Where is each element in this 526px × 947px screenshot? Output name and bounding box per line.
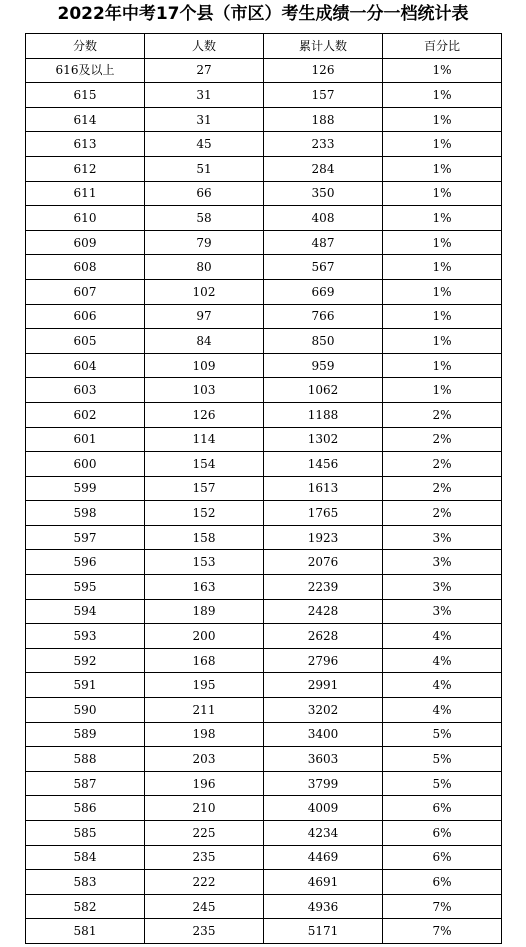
cell-count: 198: [145, 722, 264, 747]
cell-percent: 2%: [383, 476, 502, 501]
cell-score: 602: [26, 402, 145, 427]
cell-cumulative: 188: [264, 107, 383, 132]
cell-cumulative: 3799: [264, 771, 383, 796]
cell-cumulative: 1923: [264, 525, 383, 550]
cell-cumulative: 408: [264, 206, 383, 231]
cell-cumulative: 487: [264, 230, 383, 255]
table-row: [26, 279, 502, 304]
cell-score: 600: [26, 452, 145, 477]
cell-percent: 3%: [383, 525, 502, 550]
cell-percent: 1%: [383, 156, 502, 181]
cell-score: 583: [26, 870, 145, 895]
table-row: [26, 378, 502, 403]
cell-count: 210: [145, 796, 264, 821]
table-row: [26, 550, 502, 575]
table-row: [26, 722, 502, 747]
table-row: [26, 181, 502, 206]
cell-percent: 1%: [383, 206, 502, 231]
table-row: [26, 796, 502, 821]
cell-score: 586: [26, 796, 145, 821]
header-score: 分数: [26, 34, 145, 59]
cell-score: 604: [26, 353, 145, 378]
cell-percent: 4%: [383, 648, 502, 673]
cell-score: 582: [26, 894, 145, 919]
cell-score: 599: [26, 476, 145, 501]
cell-cumulative: 1765: [264, 501, 383, 526]
header-count: 人数: [145, 34, 264, 59]
table-row: [26, 353, 502, 378]
cell-count: 189: [145, 599, 264, 624]
cell-percent: 3%: [383, 550, 502, 575]
header-percent: 百分比: [383, 34, 502, 59]
cell-score: 585: [26, 821, 145, 846]
cell-count: 31: [145, 83, 264, 108]
cell-count: 235: [145, 919, 264, 944]
cell-score: 595: [26, 575, 145, 600]
cell-count: 163: [145, 575, 264, 600]
cell-count: 97: [145, 304, 264, 329]
cell-count: 157: [145, 476, 264, 501]
table-row: [26, 427, 502, 452]
cell-cumulative: 2796: [264, 648, 383, 673]
cell-percent: 6%: [383, 821, 502, 846]
cell-cumulative: 1302: [264, 427, 383, 452]
cell-score: 614: [26, 107, 145, 132]
cell-cumulative: 350: [264, 181, 383, 206]
cell-score: 581: [26, 919, 145, 944]
table-row: [26, 673, 502, 698]
cell-percent: 6%: [383, 796, 502, 821]
table-row: [26, 648, 502, 673]
cell-percent: 4%: [383, 624, 502, 649]
table-row: [26, 599, 502, 624]
cell-percent: 3%: [383, 575, 502, 600]
cell-percent: 2%: [383, 427, 502, 452]
cell-count: 102: [145, 279, 264, 304]
cell-score: 616及以上: [26, 58, 145, 83]
cell-count: 31: [145, 107, 264, 132]
page-title: 2022年中考17个县（市区）考生成绩一分一档统计表: [57, 4, 469, 24]
cell-score: 584: [26, 845, 145, 870]
cell-count: 222: [145, 870, 264, 895]
cell-percent: 1%: [383, 304, 502, 329]
cell-cumulative: 2076: [264, 550, 383, 575]
cell-percent: 2%: [383, 402, 502, 427]
table-row: [26, 624, 502, 649]
cell-cumulative: 2239: [264, 575, 383, 600]
cell-percent: 2%: [383, 452, 502, 477]
cell-score: 593: [26, 624, 145, 649]
cell-score: 603: [26, 378, 145, 403]
table-row: [26, 402, 502, 427]
cell-score: 609: [26, 230, 145, 255]
cell-count: 58: [145, 206, 264, 231]
cell-percent: 1%: [383, 230, 502, 255]
cell-count: 84: [145, 329, 264, 354]
cell-percent: 5%: [383, 771, 502, 796]
cell-count: 203: [145, 747, 264, 772]
cell-cumulative: 3400: [264, 722, 383, 747]
cell-cumulative: 2991: [264, 673, 383, 698]
table-row: [26, 870, 502, 895]
cell-count: 245: [145, 894, 264, 919]
cell-count: 235: [145, 845, 264, 870]
cell-score: 606: [26, 304, 145, 329]
header-cumulative: 累计人数: [264, 34, 383, 59]
cell-cumulative: 1062: [264, 378, 383, 403]
cell-score: 607: [26, 279, 145, 304]
cell-count: 66: [145, 181, 264, 206]
cell-cumulative: 766: [264, 304, 383, 329]
cell-percent: 1%: [383, 353, 502, 378]
cell-count: 158: [145, 525, 264, 550]
cell-percent: 1%: [383, 329, 502, 354]
cell-count: 200: [145, 624, 264, 649]
cell-percent: 7%: [383, 919, 502, 944]
cell-cumulative: 4691: [264, 870, 383, 895]
cell-count: 45: [145, 132, 264, 157]
cell-cumulative: 4469: [264, 845, 383, 870]
cell-cumulative: 126: [264, 58, 383, 83]
cell-count: 114: [145, 427, 264, 452]
cell-percent: 4%: [383, 698, 502, 723]
cell-cumulative: 959: [264, 353, 383, 378]
table-row: [26, 329, 502, 354]
cell-score: 611: [26, 181, 145, 206]
table-row: [26, 156, 502, 181]
cell-cumulative: 3603: [264, 747, 383, 772]
cell-cumulative: 157: [264, 83, 383, 108]
cell-score: 615: [26, 83, 145, 108]
cell-cumulative: 669: [264, 279, 383, 304]
table-row: [26, 206, 502, 231]
cell-count: 109: [145, 353, 264, 378]
cell-percent: 3%: [383, 599, 502, 624]
cell-percent: 1%: [383, 279, 502, 304]
table-row: [26, 771, 502, 796]
table-row: [26, 107, 502, 132]
table-row: [26, 58, 502, 83]
table-row: [26, 230, 502, 255]
table-row: [26, 698, 502, 723]
cell-count: 27: [145, 58, 264, 83]
cell-count: 195: [145, 673, 264, 698]
cell-count: 51: [145, 156, 264, 181]
cell-cumulative: 850: [264, 329, 383, 354]
table-row: [26, 304, 502, 329]
cell-count: 225: [145, 821, 264, 846]
table-row: [26, 501, 502, 526]
cell-count: 152: [145, 501, 264, 526]
table-row: [26, 132, 502, 157]
cell-score: 588: [26, 747, 145, 772]
cell-count: 154: [145, 452, 264, 477]
cell-score: 592: [26, 648, 145, 673]
table-row: [26, 525, 502, 550]
cell-percent: 1%: [383, 107, 502, 132]
cell-percent: 1%: [383, 378, 502, 403]
cell-percent: 1%: [383, 255, 502, 280]
cell-score: 587: [26, 771, 145, 796]
cell-cumulative: 1613: [264, 476, 383, 501]
cell-percent: 6%: [383, 845, 502, 870]
cell-score: 598: [26, 501, 145, 526]
cell-cumulative: 4009: [264, 796, 383, 821]
cell-percent: 7%: [383, 894, 502, 919]
cell-cumulative: 4234: [264, 821, 383, 846]
cell-score: 613: [26, 132, 145, 157]
cell-percent: 6%: [383, 870, 502, 895]
cell-cumulative: 567: [264, 255, 383, 280]
cell-score: 596: [26, 550, 145, 575]
cell-percent: 1%: [383, 58, 502, 83]
table-row: [26, 83, 502, 108]
cell-percent: 4%: [383, 673, 502, 698]
table-row: [26, 255, 502, 280]
cell-percent: 1%: [383, 132, 502, 157]
cell-score: 612: [26, 156, 145, 181]
table-row: [26, 747, 502, 772]
cell-score: 589: [26, 722, 145, 747]
table-row: [26, 919, 502, 944]
cell-cumulative: 5171: [264, 919, 383, 944]
cell-cumulative: 2428: [264, 599, 383, 624]
cell-score: 601: [26, 427, 145, 452]
score-distribution-table: [25, 33, 502, 944]
cell-score: 608: [26, 255, 145, 280]
cell-percent: 1%: [383, 83, 502, 108]
cell-percent: 1%: [383, 181, 502, 206]
cell-percent: 5%: [383, 722, 502, 747]
table-body: [26, 58, 502, 943]
cell-score: 590: [26, 698, 145, 723]
table-row: [26, 894, 502, 919]
cell-count: 196: [145, 771, 264, 796]
table-row: [26, 452, 502, 477]
cell-count: 79: [145, 230, 264, 255]
cell-count: 103: [145, 378, 264, 403]
cell-score: 594: [26, 599, 145, 624]
table-row: [26, 821, 502, 846]
cell-count: 211: [145, 698, 264, 723]
cell-score: 610: [26, 206, 145, 231]
cell-score: 597: [26, 525, 145, 550]
cell-cumulative: 2628: [264, 624, 383, 649]
table-row: [26, 575, 502, 600]
cell-cumulative: 233: [264, 132, 383, 157]
cell-score: 605: [26, 329, 145, 354]
cell-cumulative: 1456: [264, 452, 383, 477]
table-row: [26, 845, 502, 870]
cell-cumulative: 1188: [264, 402, 383, 427]
cell-cumulative: 4936: [264, 894, 383, 919]
cell-percent: 2%: [383, 501, 502, 526]
cell-score: 591: [26, 673, 145, 698]
cell-count: 153: [145, 550, 264, 575]
cell-cumulative: 284: [264, 156, 383, 181]
cell-count: 168: [145, 648, 264, 673]
table-header-row: [26, 34, 502, 59]
cell-count: 80: [145, 255, 264, 280]
cell-count: 126: [145, 402, 264, 427]
cell-percent: 5%: [383, 747, 502, 772]
table-row: [26, 476, 502, 501]
cell-cumulative: 3202: [264, 698, 383, 723]
